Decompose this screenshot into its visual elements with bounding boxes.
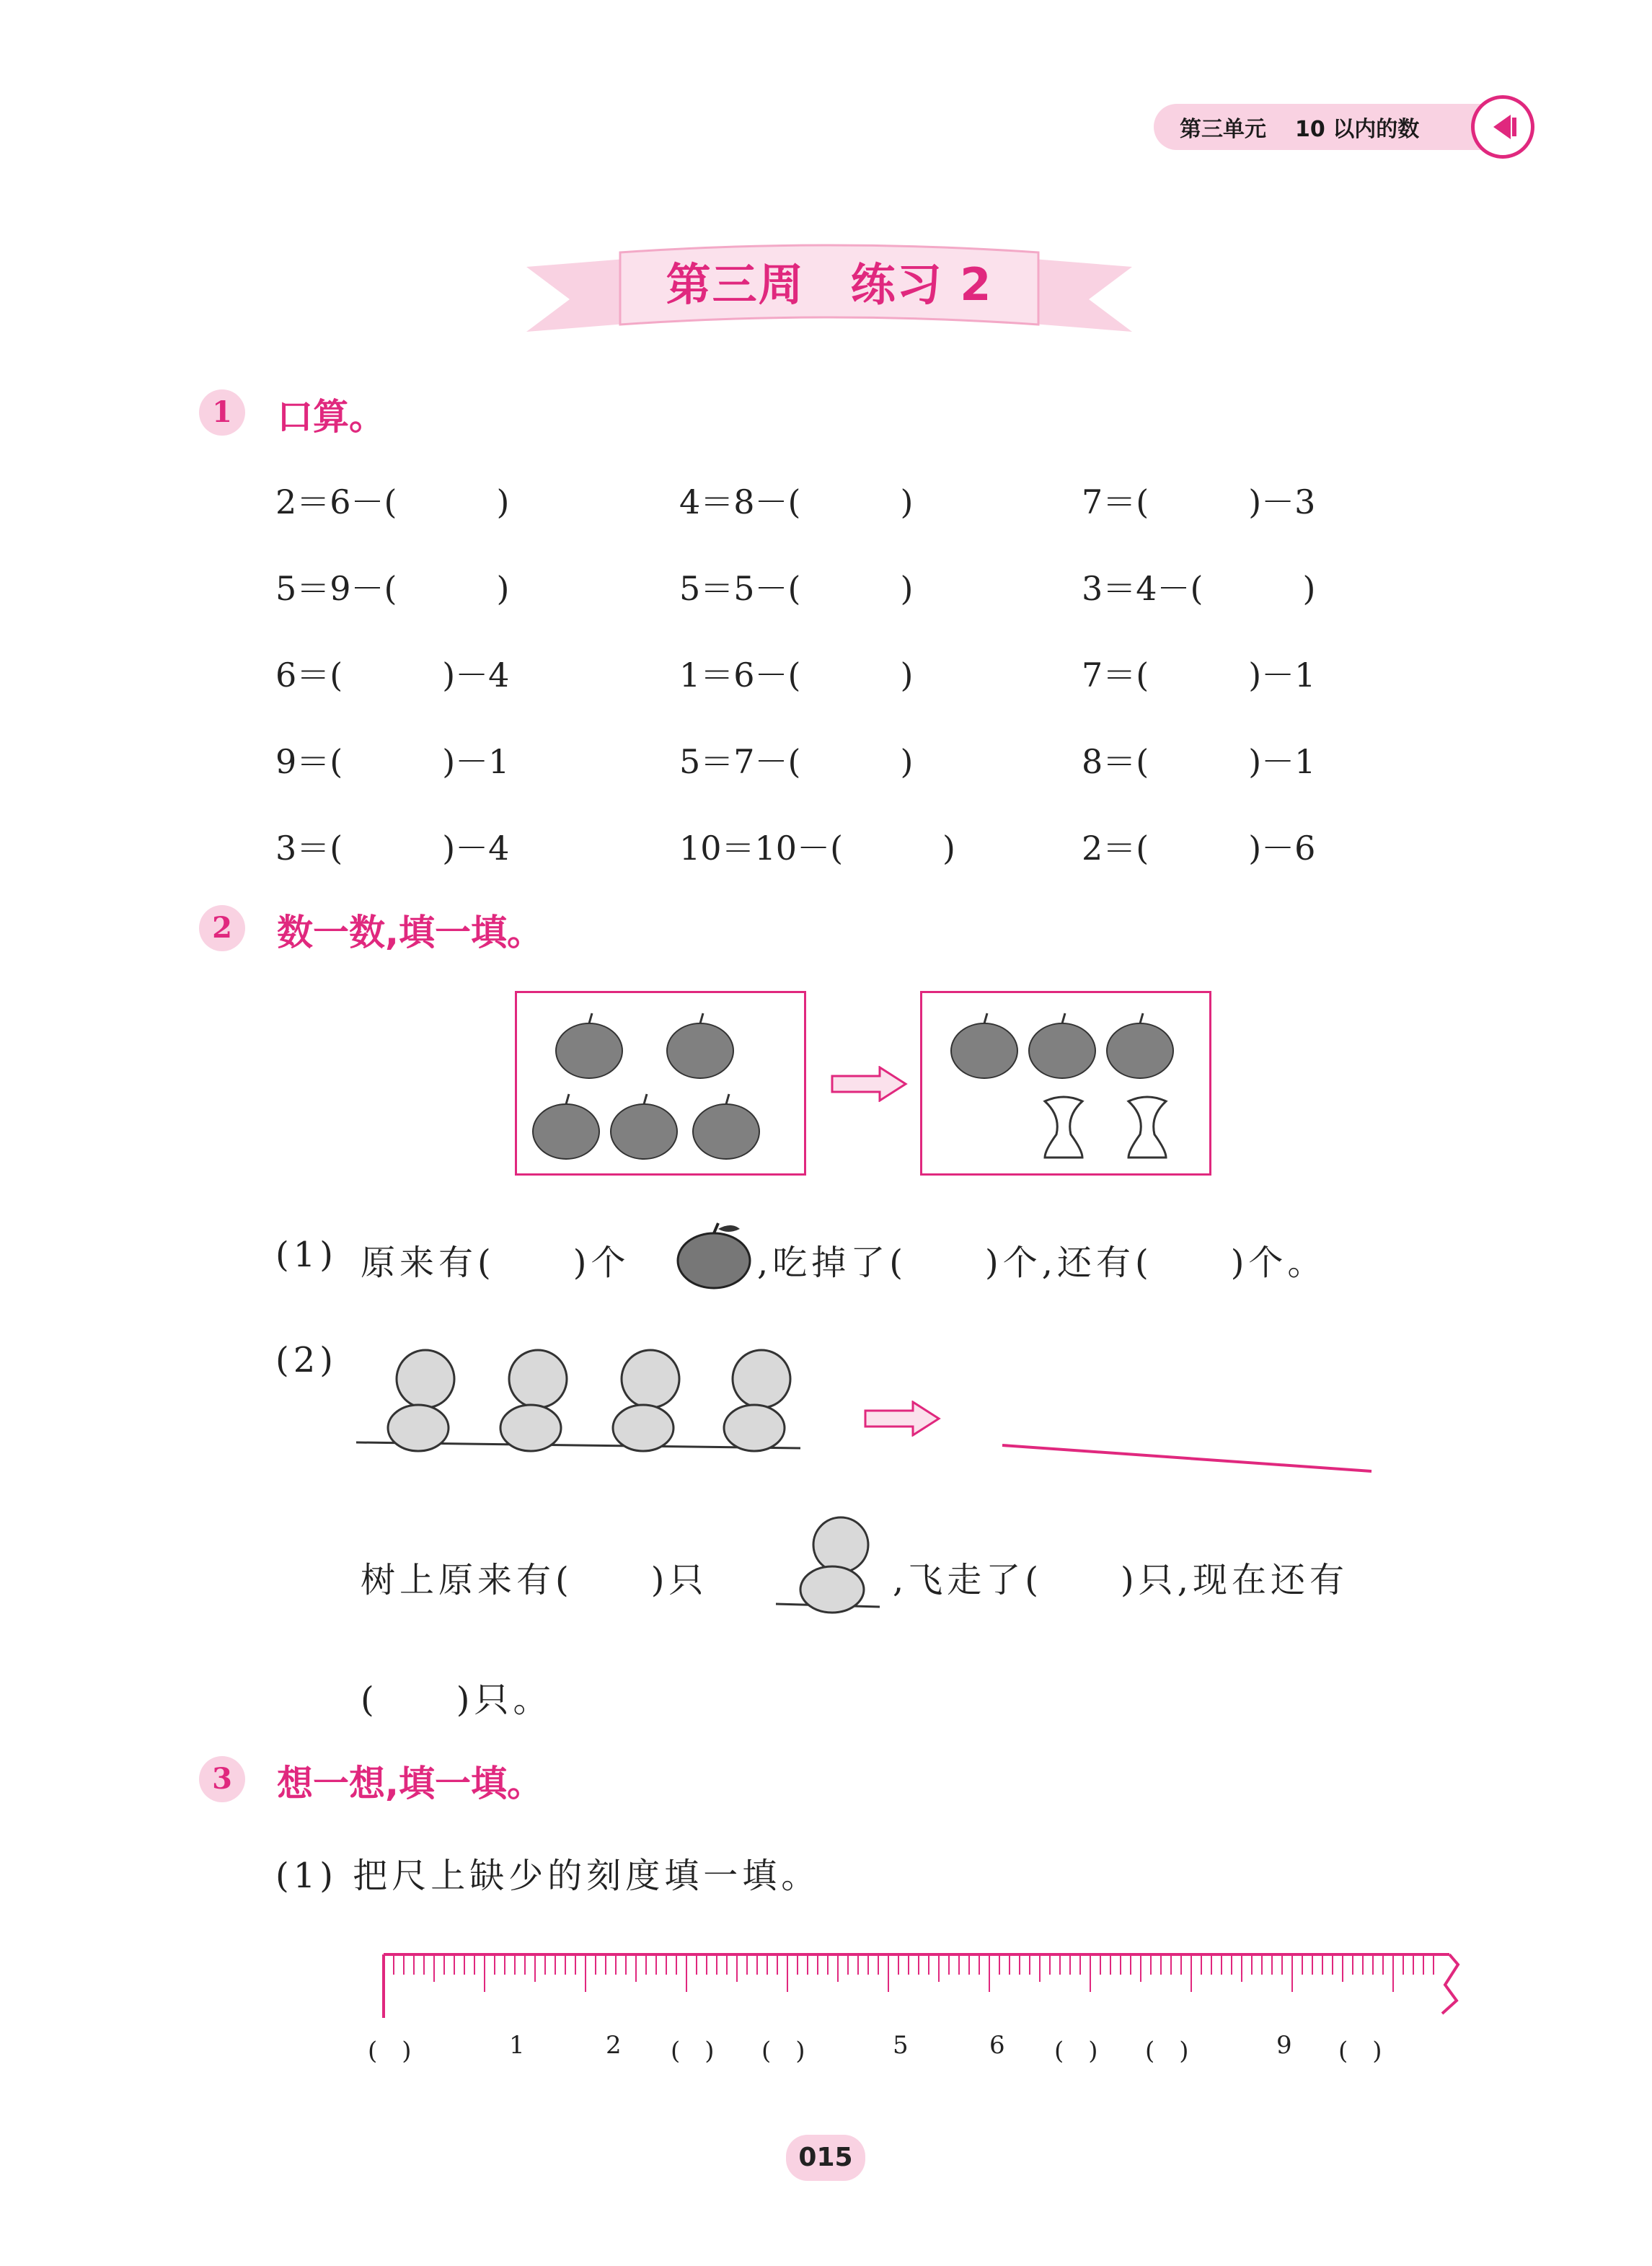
section-title: 想一想,填一填。 bbox=[277, 1763, 543, 1804]
ruler-label[interactable]: ( ) bbox=[1054, 2037, 1098, 2066]
equation: 5＝9－( ) bbox=[275, 569, 510, 608]
equation: 2＝( )－6 bbox=[1082, 829, 1316, 868]
ruler-label[interactable]: ( ) bbox=[761, 2037, 805, 2066]
equation: 4＝8－( ) bbox=[679, 482, 914, 521]
equation: 9＝( )－1 bbox=[275, 742, 510, 781]
question-text: ,飞走了( )只,现在还有 bbox=[893, 1560, 1348, 1600]
answer-line[interactable] bbox=[999, 1442, 1374, 1476]
question-label: (1) bbox=[275, 1235, 337, 1275]
ruler-label: 2 bbox=[606, 2031, 622, 2060]
ruler-label: 6 bbox=[989, 2031, 1005, 2060]
section-number: 3 bbox=[199, 1756, 245, 1802]
apple-icon bbox=[517, 993, 804, 1173]
apple-icon bbox=[673, 1220, 754, 1289]
ruler-label: 9 bbox=[1276, 2031, 1292, 2060]
section-title: 数一数,填一填。 bbox=[277, 912, 543, 953]
ruler-label[interactable]: ( ) bbox=[1145, 2037, 1189, 2066]
ruler-label: 1 bbox=[509, 2031, 525, 2060]
equation: 6＝( )－4 bbox=[275, 656, 510, 695]
equation: 7＝( )－1 bbox=[1082, 656, 1316, 695]
equation: 5＝5－( ) bbox=[679, 569, 914, 608]
equation: 7＝( )－3 bbox=[1082, 482, 1316, 521]
equation: 2＝6－( ) bbox=[275, 482, 510, 521]
equation: 10＝10－( ) bbox=[679, 829, 955, 868]
arrow-right-icon bbox=[862, 1401, 942, 1437]
apple-core-icon bbox=[922, 993, 1209, 1173]
section-title: 口算。 bbox=[277, 396, 385, 438]
ruler-label[interactable]: ( ) bbox=[671, 2037, 715, 2066]
page-number: 015 bbox=[786, 2135, 865, 2181]
equation: 5＝7－( ) bbox=[679, 742, 914, 781]
question-text: (1) 把尺上缺少的刻度填一填。 bbox=[275, 1856, 821, 1896]
equation: 1＝6－( ) bbox=[679, 656, 914, 695]
section-number: 1 bbox=[199, 389, 245, 436]
question-text: 树上原来有( )只 bbox=[361, 1560, 708, 1600]
back-arrow-icon bbox=[1475, 99, 1531, 155]
ruler bbox=[375, 1949, 1471, 2042]
ruler-label[interactable]: ( ) bbox=[368, 2037, 412, 2066]
equation: 8＝( )－1 bbox=[1082, 742, 1316, 781]
ruler-label: 5 bbox=[893, 2031, 909, 2060]
question-text: ,吃掉了( )个,还有( )个。 bbox=[757, 1243, 1327, 1283]
ruler-label[interactable]: ( ) bbox=[1338, 2037, 1382, 2066]
page-title: 第三周 练习 2 bbox=[666, 258, 993, 311]
bird-icon bbox=[353, 1341, 815, 1478]
apples-after-box bbox=[920, 991, 1211, 1176]
section-number: 2 bbox=[199, 905, 245, 951]
equation: 3＝( )－4 bbox=[275, 829, 510, 868]
unit-topic: 10 以内的数 bbox=[1295, 117, 1420, 142]
bird-icon bbox=[772, 1512, 887, 1627]
header-badge bbox=[1471, 95, 1534, 159]
question-text: 原来有( )个 bbox=[361, 1243, 630, 1283]
unit-header bbox=[1154, 104, 1507, 150]
unit-label: 第三单元 bbox=[1180, 117, 1266, 142]
question-text: ( )只。 bbox=[361, 1680, 552, 1720]
apples-before-box bbox=[515, 991, 806, 1176]
equation: 3＝4－( ) bbox=[1082, 569, 1316, 608]
question-label: (2) bbox=[275, 1340, 337, 1380]
arrow-right-icon bbox=[829, 1066, 909, 1102]
